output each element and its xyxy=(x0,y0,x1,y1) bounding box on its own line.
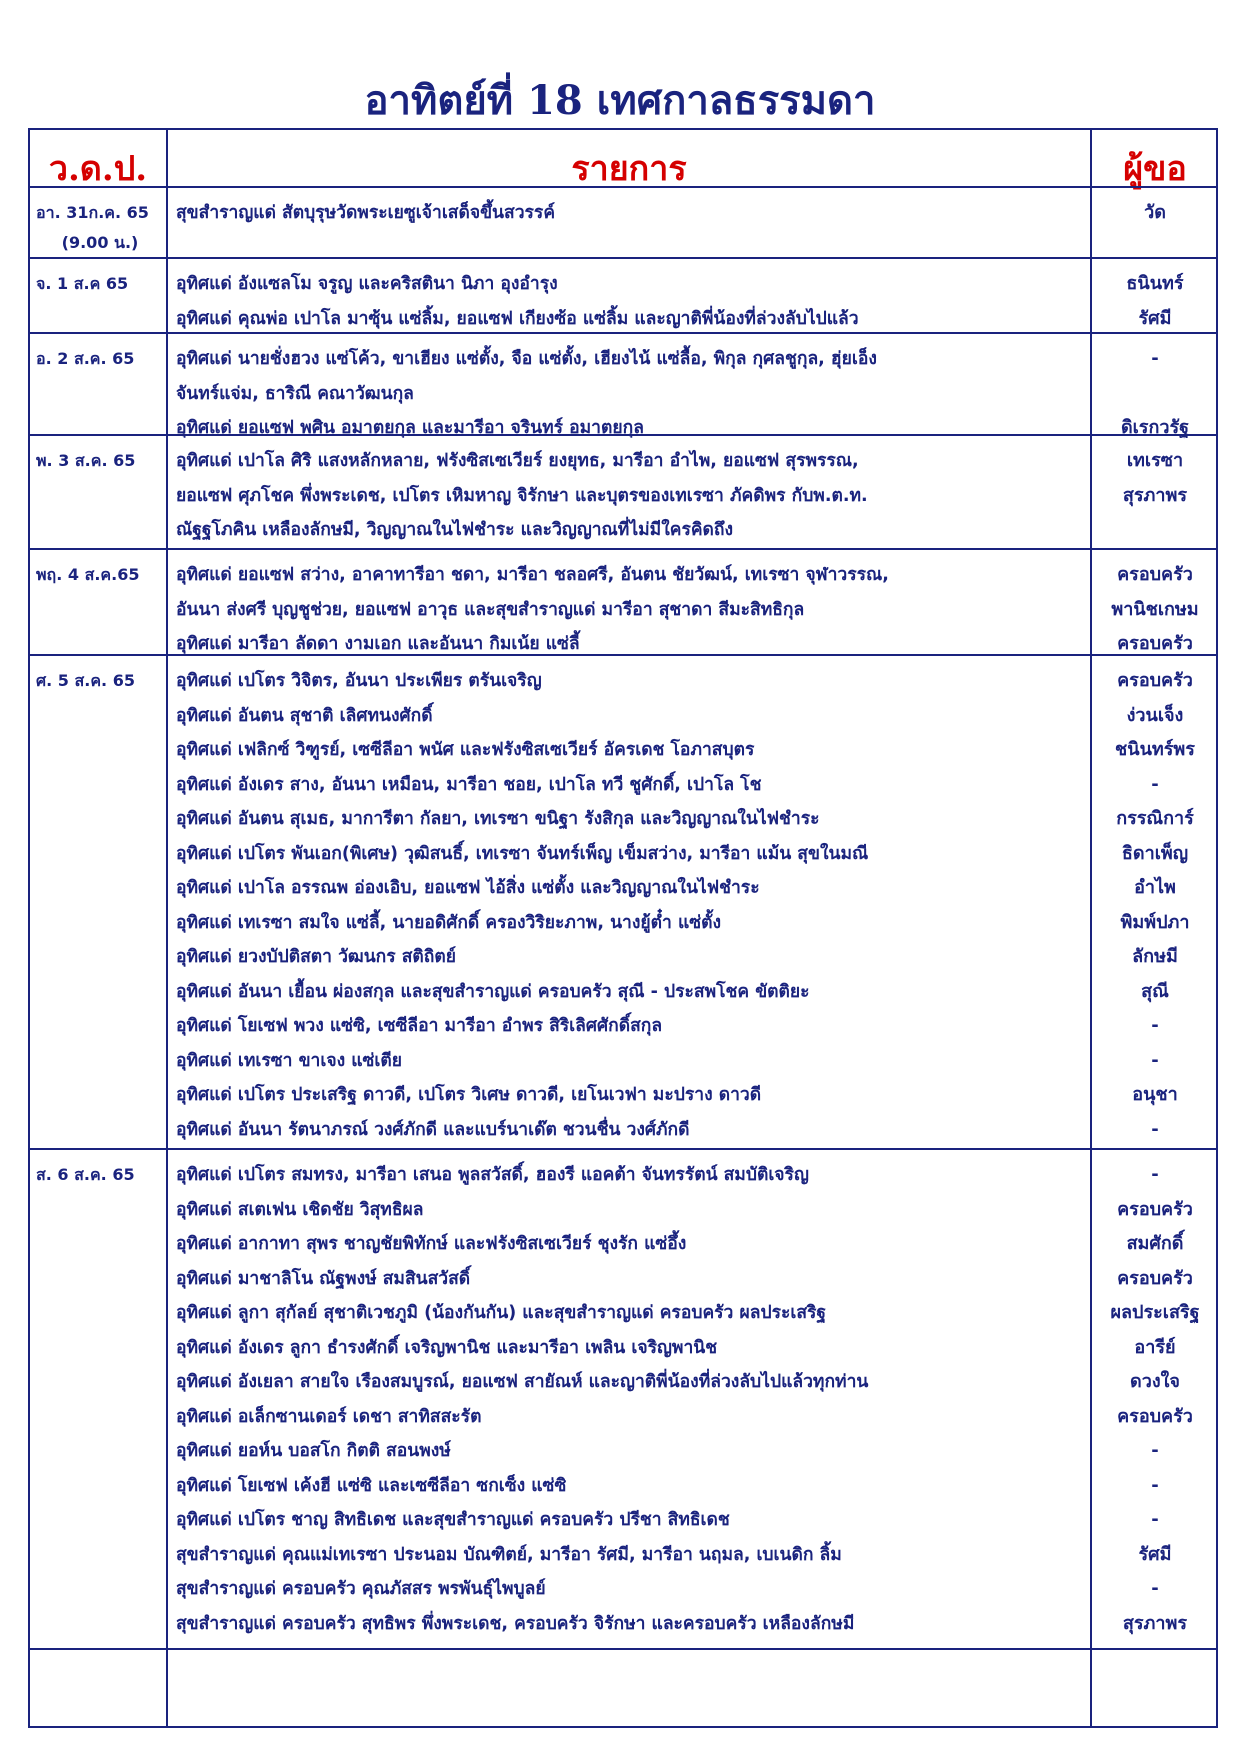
row-items xyxy=(176,342,1086,446)
row-date-text: ศ. 5 ส.ค. 65 xyxy=(36,671,135,690)
intention-line: อุทิศแด่ เทเรซา ขาเจง แซ่เตีย xyxy=(176,1050,403,1071)
requester-line: - xyxy=(1151,1049,1159,1071)
header-date: ว.ด.ป. xyxy=(48,149,148,189)
requester-line: ครอบครัว xyxy=(1117,1198,1193,1220)
row-requesters xyxy=(1092,1158,1218,1641)
header-requester: ผู้ขอ xyxy=(1123,149,1187,189)
intention-line: อุทิศแด่ มารีอา ลัดดา งามเอก และอันนา กิมเน้ย แซ่ลี้ xyxy=(176,634,580,654)
requester-line: ธนินทร์ xyxy=(1126,273,1184,294)
requester-line: ชนินทร์พร xyxy=(1115,739,1195,760)
intention-line: อุทิศแด่ อันตน สุชาติ เลิศทนงศักดิ์ xyxy=(176,705,433,726)
requester-line: วัด xyxy=(1144,202,1166,223)
intention-line: อุทิศแด่ เปโตร พันเอก(พิเศษ) วุฒิสนธิ์, เทเรซา จันทร์เพ็ญ เข็มสว่าง, มารีอา แม้น สุขในมณี xyxy=(176,843,869,864)
intention-line: อุทิศแด่ อังแซลโม จรูญ และคริสตินา นิภา อุงอำรุง xyxy=(176,274,558,294)
requester-line: ครอบครัว xyxy=(1117,670,1193,691)
intention-line: สุขสำราญแด่ ครอบครัว คุณภัสสร พรพันธุ์ไพบูลย์ xyxy=(176,1579,546,1599)
row-items xyxy=(176,444,1086,548)
requester-line: ครอบครัว xyxy=(1117,1405,1193,1427)
header-item: รายการ xyxy=(571,149,687,189)
row-date xyxy=(36,198,164,258)
intention-line: สุขสำราญแด่ ครอบครัว สุทธิพร พึ่งพระเดช, ครอบครัว จิรักษา และครอบครัว เหลืองลักษมี xyxy=(176,1613,855,1634)
row-date xyxy=(36,446,164,476)
intention-line: อุทิศแด่ เปาโล ศิริ แสงหลักหลาย, ฟรังซิสเซเวียร์ ยงยุทธ, มารีอา อำไพ, ยอแซฟ สุรพรรณ, xyxy=(176,451,859,471)
intention-line: อุทิศแด่ ยวงบัปติสตา วัฒนกร สติถิตย์ xyxy=(176,947,457,967)
intention-line: อุทิศแด่ เฟลิกซ์ วิฑูรย์, เซซีลีอา พนัศ และฟรังซิสเซเวียร์ อัครเดช โอภาสบุตร xyxy=(176,740,755,760)
requester-line: พิมพ์ปภา xyxy=(1120,911,1190,933)
row-items xyxy=(176,267,1086,336)
requester-line: สุรภาพร xyxy=(1122,1612,1188,1634)
requester-line: ธิดาเพ็ญ xyxy=(1121,842,1189,864)
intention-line: อุทิศแด่ เปโตร สมทรง, มารีอา เสนอ พูลสวัสดิ์, ฮองรี แอคต้า จันทรรัตน์ สมบัติเจริญ xyxy=(176,1165,809,1185)
row-date xyxy=(36,560,164,590)
requester-line: ง่วนเจ็ง xyxy=(1126,704,1184,726)
row-requesters xyxy=(1092,444,1218,513)
row-date-text: พฤ. 4 ส.ค.65 xyxy=(36,565,140,584)
requester-line: ลักษมี xyxy=(1132,946,1178,967)
row-requesters xyxy=(1092,196,1218,231)
intention-line: อุทิศแด่ ยอแซฟ พศิน อมาตยกุล และมารีอา จรินทร์ อมาตยกุล xyxy=(176,418,644,438)
requester-line: ดวงใจ xyxy=(1130,1371,1180,1392)
requester-line: - xyxy=(1151,348,1159,369)
table-row xyxy=(30,1150,1216,1648)
requester-line: - xyxy=(1151,1118,1159,1140)
intention-line: อุทิศแด่ อันนา รัตนาภรณ์ วงศ์ภักดี และแบร์นาเด๊ต ชวนชื่น วงศ์ภักดี xyxy=(176,1119,690,1140)
intention-line: อุทิศแด่ นายชั่งฮวง แซ่โค้ว, ขาเฮียง แซ่ตั้ง, จือ แซ่ตั้ง, เฮียงไน้ แซ่ลื้อ, พิกุล กุศลชูกุล, ฮุ่ยเอ็ง xyxy=(176,349,877,369)
requester-line: สุณี xyxy=(1141,980,1169,1002)
intention-line: อันนา ส่งศรี บุญชูช่วย, ยอแซฟ อาวุธ และสุขสำราญแด่ มารีอา สุชาดา สีมะสิทธิกุล xyxy=(176,599,805,620)
requester-line: - xyxy=(1151,1440,1159,1461)
requester-line: พานิชเกษม xyxy=(1111,598,1199,620)
row-date-time: (9.00 น.) xyxy=(61,233,139,252)
table-row xyxy=(30,436,1216,550)
requester-line: - xyxy=(1151,1015,1159,1036)
row-date-text: พ. 3 ส.ค. 65 xyxy=(36,451,136,470)
requester-line xyxy=(1092,377,1218,412)
requester-line: ดิเรกวรัฐ xyxy=(1120,417,1190,438)
requester-line: อนุชา xyxy=(1132,1084,1178,1105)
row-date-text: ส. 6 ส.ค. 65 xyxy=(36,1165,135,1184)
intention-line: อุทิศแด่ เปโตร ประเสริฐ ดาวดี, เปโตร วิเศษ ดาวดี, เยโนเวฟา มะปราง ดาวดี xyxy=(176,1085,762,1105)
requester-line: เทเรซา xyxy=(1126,450,1184,471)
requester-line: อำไพ xyxy=(1134,877,1176,898)
row-date-text: จ. 1 ส.ค 65 xyxy=(36,274,129,293)
row-date xyxy=(36,269,164,299)
row-date xyxy=(36,1160,164,1190)
requester-line: - xyxy=(1151,1164,1159,1185)
requester-line: ครอบครัว xyxy=(1117,564,1193,585)
intention-line: อุทิศแด่ อังเยลา สายใจ เรืองสมบูรณ์, ยอแซฟ สายัณห์ และญาติพี่น้องที่ล่วงลับไปแล้วทุกท่าน xyxy=(176,1372,869,1392)
row-items xyxy=(176,664,1086,1147)
intention-line: อุทิศแด่ ยอแซฟ สว่าง, อาคาทารีอา ชดา, มารีอา ชลอศรี, อันตน ชัยวัฒน์, เทเรซา จุฬาวรรณ, xyxy=(176,565,889,585)
requester-line: สมศักดิ์ xyxy=(1126,1233,1184,1254)
requester-line: กรรณิการ์ xyxy=(1116,808,1194,829)
page-title: อาทิตย์ที่ 18 เทศกาลธรรมดา xyxy=(364,77,876,124)
requester-line: รัศมี xyxy=(1138,1543,1172,1565)
intention-line: ณัฐฐโภคิน เหลืองลักษมี, วิญญาณในไฟชำระ และวิญญาณที่ไม่มีใครคิดถึง xyxy=(176,520,734,540)
table-row xyxy=(30,259,1216,334)
intention-line: อุทิศแด่ อันตน สุเมธ, มาการีตา กัลยา, เทเรซา ขนิฐา รังสิกุล และวิญญาณในไฟชำระ xyxy=(176,809,820,829)
requester-line: ครอบครัว xyxy=(1117,633,1193,654)
requester-line: สุรภาพร xyxy=(1122,484,1188,506)
table-row xyxy=(30,188,1216,258)
row-date xyxy=(36,344,164,374)
intention-line: อุทิศแด่ โยเซฟ เค้งฮี แซ่ซิ และเซซีลีอา ซกเซ็ง แซ่ซิ xyxy=(176,1475,567,1496)
intention-line: จันทร์แจ่ม, ธาริณี คณาวัฒนกุล xyxy=(176,383,414,404)
requester-line: - xyxy=(1151,1474,1159,1496)
intention-line: อุทิศแด่ อันนา เยื้อน ผ่องสกุล และสุขสำราญแด่ ครอบครัว สุณี - ประสพโชค ขัตติยะ xyxy=(176,981,810,1002)
row-date-text: อ. 2 ส.ค. 65 xyxy=(36,349,135,368)
row-requesters xyxy=(1092,664,1218,1147)
row-requesters xyxy=(1092,342,1218,446)
row-requesters xyxy=(1092,267,1218,336)
intention-line: สุขสำราญแด่ สัตบุรุษวัดพระเยซูเจ้าเสด็จขึ้นสวรรค์ xyxy=(176,203,556,223)
row-date xyxy=(36,666,164,696)
intention-line: อุทิศแด่ คุณพ่อ เปาโล มาซุ้น แซ่ลิ้ม, ยอแซฟ เกียงซ้อ แซ่ลิ้ม และญาติพี่น้องที่ล่วงลับไปแล้ว xyxy=(176,308,859,329)
row-divider xyxy=(30,1648,1216,1650)
intention-line: อุทิศแด่ อากาทา สุพร ชาญชัยพิทักษ์ และฟรังซิสเซเวียร์ ชุงรัก แซ่อึ้ง xyxy=(176,1234,687,1254)
intention-line: อุทิศแด่ สเตเฟน เชิดชัย วิสุทธิผล xyxy=(176,1199,424,1220)
intention-line: สุขสำราญแด่ คุณแม่เทเรซา ประนอม บัณฑิตย์, มารีอา รัศมี, มารีอา นฤมล, เบเนดิก ลิ้ม xyxy=(176,1544,842,1565)
requester-line: อารีย์ xyxy=(1134,1336,1176,1358)
requester-line: - xyxy=(1151,1509,1159,1530)
row-items xyxy=(176,1158,1086,1641)
intention-line: อุทิศแด่ อังเดร ลูกา ธำรงศักดิ์ เจริญพานิช และมารีอา เพลิน เจริญพานิช xyxy=(176,1337,718,1358)
intention-line: อุทิศแด่ เปโตร วิจิตร, อันนา ประเพียร ตรันเจริญ xyxy=(176,671,542,691)
requester-line: - xyxy=(1151,1578,1159,1599)
intention-line: ยอแซฟ ศุภโชค พึ่งพระเดช, เปโตร เหิมหาญ จิรักษา และบุตรของเทเรซา ภัคดิพร กับพ.ต.ท. xyxy=(176,485,868,506)
requester-line: ผลประเสริฐ xyxy=(1110,1302,1200,1323)
table-row xyxy=(30,656,1216,1148)
intention-line: อุทิศแด่ ลูกา สุกัลย์ สุชาติเวชภูมิ (น้องกันกัน) และสุขสำราญแด่ ครอบครัว ผลประเสริฐ xyxy=(176,1303,827,1323)
intention-line: อุทิศแด่ ยอห์น บอสโก กิตติ สอนพงษ์ xyxy=(176,1441,451,1461)
row-requesters xyxy=(1092,558,1218,662)
table-row xyxy=(30,334,1216,438)
row-items xyxy=(176,196,1086,231)
row-date-text: อา. 31ก.ค. 65 xyxy=(36,203,149,222)
requester-line: รัศมี xyxy=(1138,307,1172,329)
intention-line: อุทิศแด่ เปาโล อรรณพ อ่องเอิบ, ยอแซฟ ไอ้สิ่ง แซ่ตั้ง และวิญญาณในไฟชำระ xyxy=(176,878,760,898)
intention-line: อุทิศแด่ อังเดร สาง, อันนา เหมือน, มารีอา ชอย, เปาโล ทวี ชูศักดิ์, เปาโล โช xyxy=(176,774,762,795)
intention-line: อุทิศแด่ โยเซฟ พวง แซ่ซิ, เซซีลีอา มารีอา อำพร สิริเลิศศักดิ์สกุล xyxy=(176,1016,663,1036)
row-items xyxy=(176,558,1086,662)
intention-line: อุทิศแด่ มาชาลิโน ณัฐพงษ์ สมสินสวัสดิ์ xyxy=(176,1268,471,1289)
table-row xyxy=(30,550,1216,654)
intention-line: อุทิศแด่ เทเรซา สมใจ แซ่ลี้, นายอดิศักดิ์ ครองวิริยะภาพ, นางยู้ต๋ำ แซ่ตั้ง xyxy=(176,912,722,933)
requester-line: ครอบครัว xyxy=(1117,1267,1193,1289)
intention-table xyxy=(28,128,1218,1728)
intention-line: อุทิศแด่ เปโตร ชาญ สิทธิเดช และสุขสำราญแด่ ครอบครัว ปรีชา สิทธิเดช xyxy=(176,1510,730,1530)
requester-line: - xyxy=(1151,773,1159,795)
intention-line: อุทิศแด่ อเล็กซานเดอร์ เดชา สาทิสสะรัต xyxy=(176,1406,482,1427)
